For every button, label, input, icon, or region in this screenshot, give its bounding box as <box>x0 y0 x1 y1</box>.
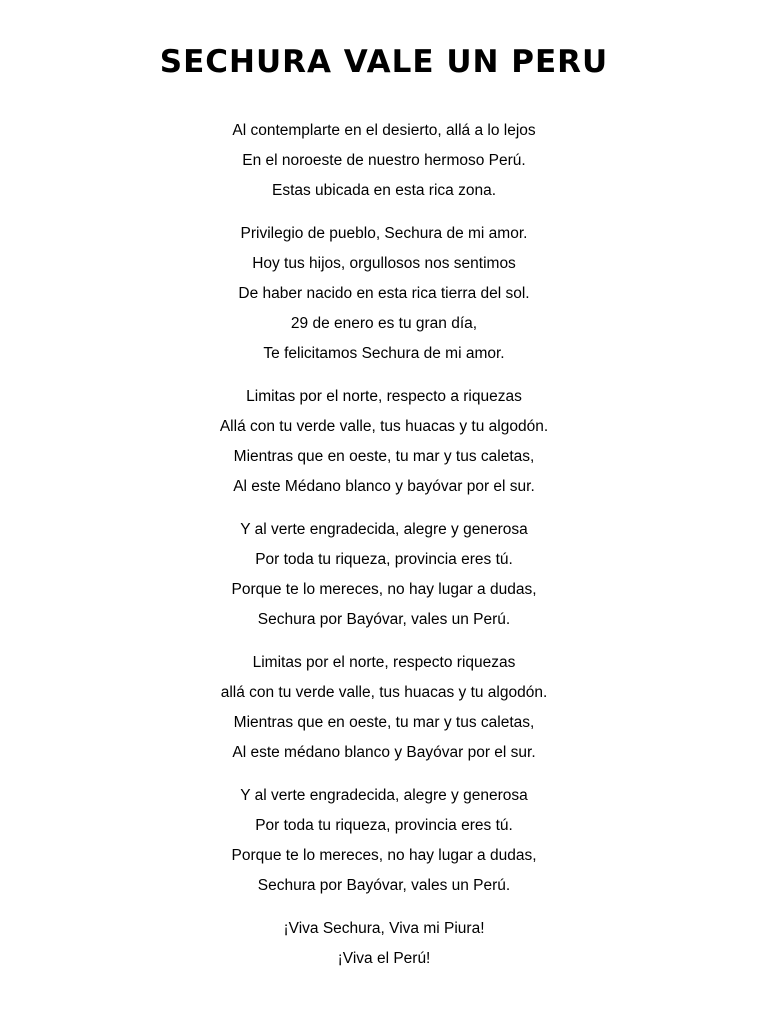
poem-line: En el noroeste de nuestro hermoso Perú. <box>242 152 526 169</box>
poem-line: Te felicitamos Sechura de mi amor. <box>263 345 505 362</box>
stanza <box>0 219 768 369</box>
stanza <box>0 914 768 974</box>
poem-line: Sechura por Bayóvar, vales un Perú. <box>257 611 511 628</box>
poem-line: Sechura por Bayóvar, vales un Perú. <box>257 877 511 894</box>
stanza <box>0 116 768 206</box>
poem-line: Allá con tu verde valle, tus huacas y tu algodón. <box>219 418 549 435</box>
poem-line: Porque te lo mereces, no hay lugar a dudas, <box>231 581 537 598</box>
poem-line: Limitas por el norte, respecto riquezas <box>252 654 516 671</box>
poem-line: Y al verte engradecida, alegre y generosa <box>240 787 528 804</box>
poem-line: Al este médano blanco y Bayóvar por el sur. <box>232 744 536 761</box>
poem-line: 29 de enero es tu gran día, <box>290 315 478 332</box>
poem-line: Mientras que en oeste, tu mar y tus caletas, <box>233 714 535 731</box>
stanza <box>0 382 768 502</box>
poem-line: Limitas por el norte, respecto a riquezas <box>246 388 522 405</box>
stanza <box>0 648 768 768</box>
poem-line: Y al verte engradecida, alegre y generosa <box>240 521 528 538</box>
poem-line: ¡Viva Sechura, Viva mi Piura! <box>283 920 485 937</box>
poem-line: Privilegio de pueblo, Sechura de mi amor. <box>240 225 528 242</box>
poem-line: Hoy tus hijos, orgullosos nos sentimos <box>252 255 516 272</box>
poem-line: Por toda tu riqueza, provincia eres tú. <box>255 817 513 834</box>
poem-line: allá con tu verde valle, tus huacas y tu algodón. <box>220 684 548 701</box>
poem-line: ¡Viva el Perú! <box>337 950 431 967</box>
poem-title: SECHURA VALE UN PERU <box>159 44 609 80</box>
poem-line: Por toda tu riqueza, provincia eres tú. <box>255 551 513 568</box>
poem-line: De haber nacido en esta rica tierra del sol. <box>238 285 530 302</box>
poem-body <box>0 116 768 987</box>
stanza <box>0 515 768 635</box>
poem-line: Mientras que en oeste, tu mar y tus caletas, <box>233 448 535 465</box>
stanza <box>0 781 768 901</box>
poem-line: Al contemplarte en el desierto, allá a lo lejos <box>232 122 536 139</box>
poem-line: Porque te lo mereces, no hay lugar a dudas, <box>231 847 537 864</box>
poem-line: Al este Médano blanco y bayóvar por el sur. <box>233 478 535 495</box>
poem-line: Estas ubicada en esta rica zona. <box>271 182 497 199</box>
